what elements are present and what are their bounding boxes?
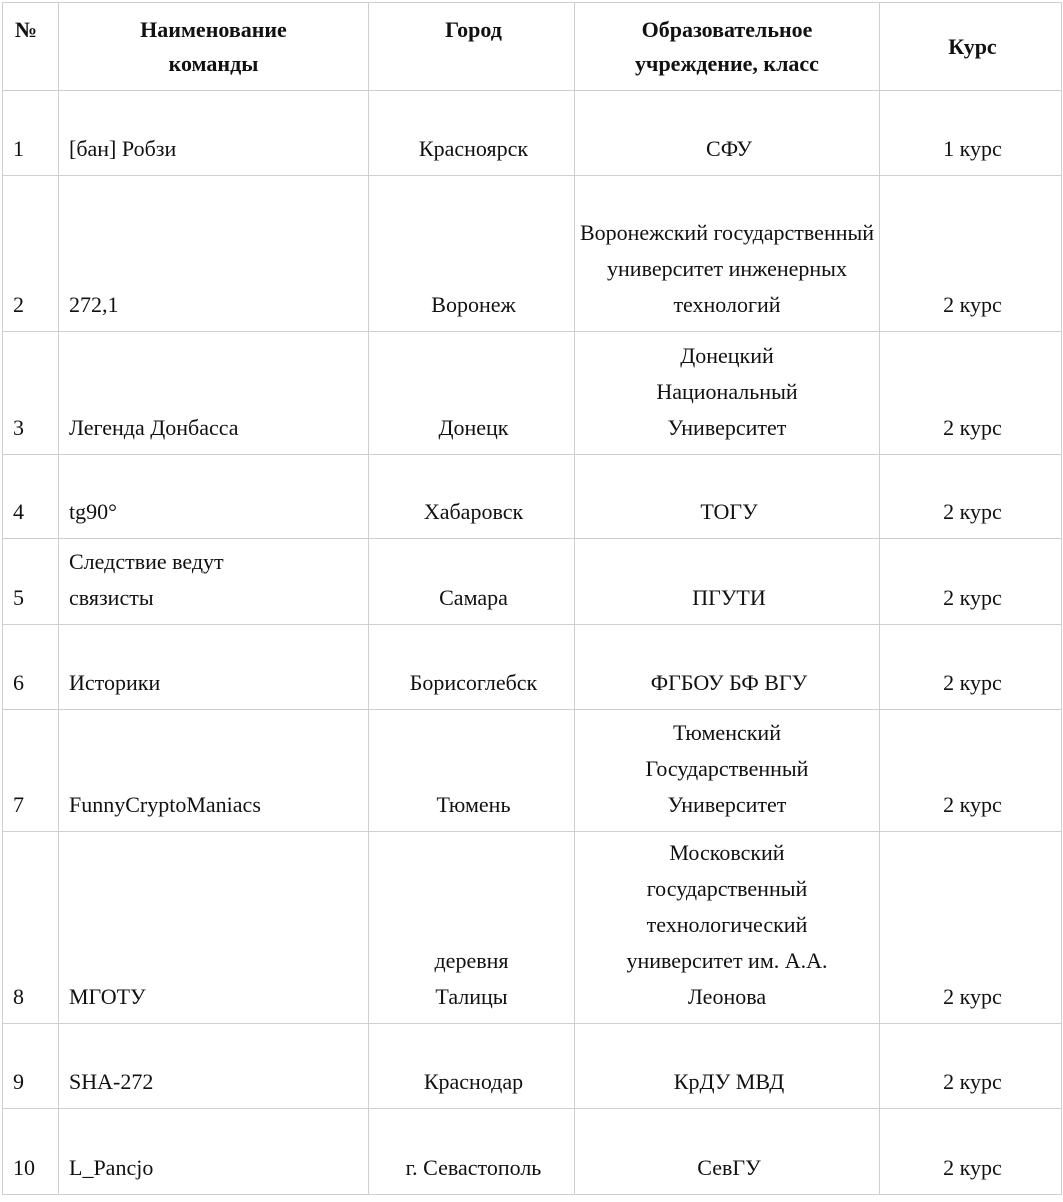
row-course: 2 курс xyxy=(880,832,1062,1024)
row-num: 4 xyxy=(3,455,59,539)
header-edu: Образовательное учреждение, класс xyxy=(575,3,880,91)
row-course: 2 курс xyxy=(880,455,1062,539)
row-city: Хабаровск xyxy=(369,455,575,539)
row-num: 9 xyxy=(3,1024,59,1109)
row-num: 10 xyxy=(3,1109,59,1195)
row-team: Легенда Донбасса xyxy=(59,332,369,455)
row-team: FunnyCryptoManiacs xyxy=(59,710,369,832)
row-city: Донецк xyxy=(369,332,575,455)
row-city: Самара xyxy=(369,539,575,625)
row-course: 2 курс xyxy=(880,176,1062,332)
row-team: [бан] Робзи xyxy=(59,91,369,176)
row-edu: Тюменский Государственный Университет xyxy=(575,710,880,832)
table-row xyxy=(3,455,1062,539)
row-city: Воронеж xyxy=(369,176,575,332)
row-edu: ТОГУ xyxy=(575,455,880,539)
row-city: г. Севастополь xyxy=(369,1109,575,1195)
table-row xyxy=(3,625,1062,710)
row-course: 2 курс xyxy=(880,710,1062,832)
table-row xyxy=(3,1024,1062,1109)
header-num: № xyxy=(3,3,59,91)
row-num: 7 xyxy=(3,710,59,832)
header-row xyxy=(3,3,1062,91)
row-edu: ФГБОУ БФ ВГУ xyxy=(575,625,880,710)
table-row xyxy=(3,710,1062,832)
row-num: 3 xyxy=(3,332,59,455)
table-row xyxy=(3,176,1062,332)
row-team: Следствие ведут связисты xyxy=(59,539,369,625)
table-row xyxy=(3,332,1062,455)
table-row xyxy=(3,91,1062,176)
row-num: 5 xyxy=(3,539,59,625)
row-num: 2 xyxy=(3,176,59,332)
header-team: Наименование команды xyxy=(59,3,369,91)
row-course: 2 курс xyxy=(880,1109,1062,1195)
row-team: tg90° xyxy=(59,455,369,539)
row-course: 1 курс xyxy=(880,91,1062,176)
row-num: 1 xyxy=(3,91,59,176)
row-edu: КрДУ МВД xyxy=(575,1024,880,1109)
table-row xyxy=(3,1109,1062,1195)
row-city: Красноярск xyxy=(369,91,575,176)
row-city: Тюмень xyxy=(369,710,575,832)
table-row xyxy=(3,832,1062,1024)
row-num: 6 xyxy=(3,625,59,710)
row-edu: Московский государственный технологический университет им. А.А. Леонова xyxy=(575,832,880,1024)
row-team: SHA-272 xyxy=(59,1024,369,1109)
teams-table xyxy=(2,2,1062,1195)
row-course: 2 курс xyxy=(880,539,1062,625)
row-course: 2 курс xyxy=(880,625,1062,710)
row-edu: Воронежский государственный университет инженерных технологий xyxy=(575,176,880,332)
row-city: деревня Талицы xyxy=(369,832,575,1024)
row-team: Историки xyxy=(59,625,369,710)
header-city: Город xyxy=(369,3,575,91)
row-course: 2 курс xyxy=(880,332,1062,455)
row-team: 272,1 xyxy=(59,176,369,332)
row-city: Краснодар xyxy=(369,1024,575,1109)
row-num: 8 xyxy=(3,832,59,1024)
row-team: МГОТУ xyxy=(59,832,369,1024)
header-course: Курс xyxy=(880,3,1062,91)
row-edu: Донецкий Национальный Университет xyxy=(575,332,880,455)
row-edu: ПГУТИ xyxy=(575,539,880,625)
row-team: L_Pancjo xyxy=(59,1109,369,1195)
row-city: Борисоглебск xyxy=(369,625,575,710)
row-edu: СевГУ xyxy=(575,1109,880,1195)
row-course: 2 курс xyxy=(880,1024,1062,1109)
table-row xyxy=(3,539,1062,625)
row-edu: СФУ xyxy=(575,91,880,176)
